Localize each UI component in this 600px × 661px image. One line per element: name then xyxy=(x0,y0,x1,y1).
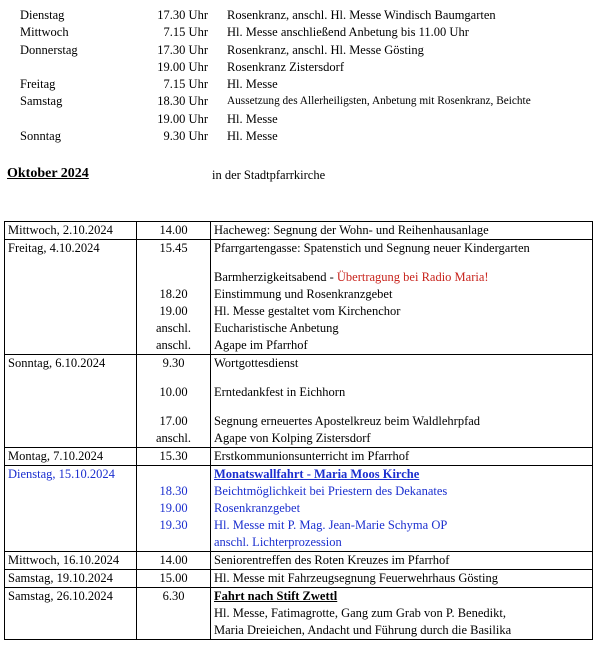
event-time: 14.00 xyxy=(137,222,211,240)
weekly-day: Sonntag xyxy=(20,129,61,144)
weekly-event: Hl. Messe xyxy=(227,77,278,92)
event-time: 14.00 xyxy=(137,552,211,570)
weekly-time: 18.30 Uhr xyxy=(157,94,208,109)
weekly-schedule xyxy=(0,7,600,145)
event-time: 18.30 xyxy=(137,483,211,500)
weekly-time: 17.30 Uhr xyxy=(157,8,208,22)
event-time: 15.00 xyxy=(137,570,211,588)
event-description: Hl. Messe mit P. Mag. Jean-Marie Schyma OP xyxy=(211,517,593,534)
weekly-event: Hl. Messe anschließend Anbetung bis 11.00 Uhr xyxy=(227,25,469,40)
weekly-day: Dienstag xyxy=(20,8,65,22)
event-date: Freitag, 4.10.2024 xyxy=(5,240,137,258)
event-time: 10.00 xyxy=(137,384,211,401)
weekly-event: Aussetzung des Allerheiligsten, Anbetung mit Rosenkranz, Beichte xyxy=(227,95,531,108)
event-time: 18.20 xyxy=(137,286,211,303)
table-row xyxy=(5,222,593,240)
weekly-time: 17.30 Uhr xyxy=(157,42,208,57)
weekly-row xyxy=(0,7,600,24)
weekly-event: Hl. Messe xyxy=(227,111,278,126)
radio-broadcast-note: Übertragung bei Radio Maria! xyxy=(336,270,489,284)
event-time: 15.30 xyxy=(137,448,211,466)
event-description: Erstkommunionsunterricht im Pfarrhof xyxy=(211,448,593,466)
event-time: 15.45 xyxy=(137,240,211,258)
event-date: Sonntag, 6.10.2024 xyxy=(5,355,137,373)
table-row xyxy=(5,286,593,303)
weekly-event: Rosenkranz Zistersdorf xyxy=(227,59,344,74)
event-date: Dienstag, 15.10.2024 xyxy=(5,466,137,484)
event-description: Segnung erneuertes Apostelkreuz beim Waldlehrpfad xyxy=(211,413,593,430)
weekly-time: 7.15 Uhr xyxy=(163,25,208,40)
event-time: 19.30 xyxy=(137,517,211,534)
weekly-row xyxy=(0,59,600,76)
event-description: Agape von Kolping Zistersdorf xyxy=(211,430,593,448)
table-row xyxy=(5,483,593,500)
event-description: Beichtmöglichkeit bei Priestern des Dekanates xyxy=(211,483,593,500)
event-date: Mittwoch, 2.10.2024 xyxy=(5,222,137,240)
event-time: anschl. xyxy=(137,337,211,355)
event-description: Hl. Messe gestaltet vom Kirchenchor xyxy=(211,303,593,320)
weekly-time: 19.00 Uhr xyxy=(157,111,208,126)
event-description: Maria Dreieichen, Andacht und Führung durch die Basilika xyxy=(211,622,593,640)
weekly-day: Samstag xyxy=(20,94,63,109)
weekly-time: 7.15 Uhr xyxy=(163,77,208,92)
event-calendar-table xyxy=(4,221,593,640)
event-description: Eucharistische Anbetung xyxy=(211,320,593,337)
event-description: Einstimmung und Rosenkranzgebet xyxy=(211,286,593,303)
table-row-spacer xyxy=(5,401,593,413)
table-row xyxy=(5,337,593,355)
table-row-spacer xyxy=(5,257,593,269)
event-time: anschl. xyxy=(137,320,211,337)
month-title: Oktober 2024 xyxy=(7,166,89,181)
event-title: Barmherzigkeitsabend - xyxy=(214,270,337,284)
event-time: 6.30 xyxy=(137,588,211,606)
event-time: 9.30 xyxy=(137,355,211,373)
table-row xyxy=(5,240,593,258)
event-description: Pfarrgartengasse: Spatenstich und Segnung neuer Kindergarten xyxy=(211,240,593,258)
event-time: 17.00 xyxy=(137,413,211,430)
weekly-time: 9.30 Uhr xyxy=(163,129,208,144)
table-row xyxy=(5,413,593,430)
event-description xyxy=(211,269,593,286)
event-date: Mittwoch, 16.10.2024 xyxy=(5,552,137,570)
event-date: Montag, 7.10.2024 xyxy=(5,448,137,466)
table-row xyxy=(5,500,593,517)
table-row xyxy=(5,552,593,570)
month-location: in der Stadtpfarrkirche xyxy=(212,168,326,182)
event-description: Wortgottesdienst xyxy=(211,355,593,373)
weekly-event: Rosenkranz, anschl. Hl. Messe Gösting xyxy=(227,42,424,57)
event-description: Agape im Pfarrhof xyxy=(211,337,593,355)
table-row xyxy=(5,588,593,606)
table-row xyxy=(5,570,593,588)
table-row-spacer xyxy=(5,372,593,384)
table-row xyxy=(5,448,593,466)
table-row xyxy=(5,303,593,320)
pilgrimage-title: Monatswallfahrt - Maria Moos Kirche xyxy=(211,466,593,484)
event-time: 19.00 xyxy=(137,303,211,320)
weekly-day: Mittwoch xyxy=(20,25,69,40)
table-row xyxy=(5,466,593,484)
event-description: Hl. Messe, Fatimagrotte, Gang zum Grab von P. Benedikt, xyxy=(211,605,593,622)
table-row xyxy=(5,534,593,552)
event-description: anschl. Lichterprozession xyxy=(211,534,593,552)
weekly-row xyxy=(0,128,600,145)
table-row xyxy=(5,384,593,401)
weekly-time: 19.00 Uhr xyxy=(157,59,208,74)
trip-title: Fahrt nach Stift Zwettl xyxy=(211,588,593,606)
weekly-day: Donnerstag xyxy=(20,42,78,57)
event-date: Samstag, 19.10.2024 xyxy=(5,570,137,588)
weekly-event: Rosenkranz, anschl. Hl. Messe Windisch Baumgarten xyxy=(227,8,496,22)
weekly-row xyxy=(0,76,600,93)
event-time: 19.00 xyxy=(137,500,211,517)
event-description: Erntedankfest in Eichhorn xyxy=(211,384,593,401)
event-description: Hl. Messe mit Fahrzeugsegnung Feuerwehrhaus Gösting xyxy=(211,570,593,588)
table-row xyxy=(5,320,593,337)
table-row xyxy=(5,622,593,640)
weekly-row xyxy=(0,93,600,110)
table-row xyxy=(5,355,593,373)
table-row xyxy=(5,605,593,622)
event-description: Rosenkranzgebet xyxy=(211,500,593,517)
table-row xyxy=(5,517,593,534)
weekly-day: Freitag xyxy=(20,77,56,92)
weekly-event: Hl. Messe xyxy=(227,129,278,144)
weekly-row xyxy=(0,42,600,59)
table-row xyxy=(5,269,593,286)
weekly-row xyxy=(0,111,600,128)
weekly-row xyxy=(0,24,600,41)
table-row xyxy=(5,430,593,448)
event-date: Samstag, 26.10.2024 xyxy=(5,588,137,606)
event-description: Hacheweg: Segnung der Wohn- und Reihenhausanlage xyxy=(211,222,593,240)
event-description: Seniorentreffen des Roten Kreuzes im Pfarrhof xyxy=(211,552,593,570)
event-time: anschl. xyxy=(137,430,211,448)
